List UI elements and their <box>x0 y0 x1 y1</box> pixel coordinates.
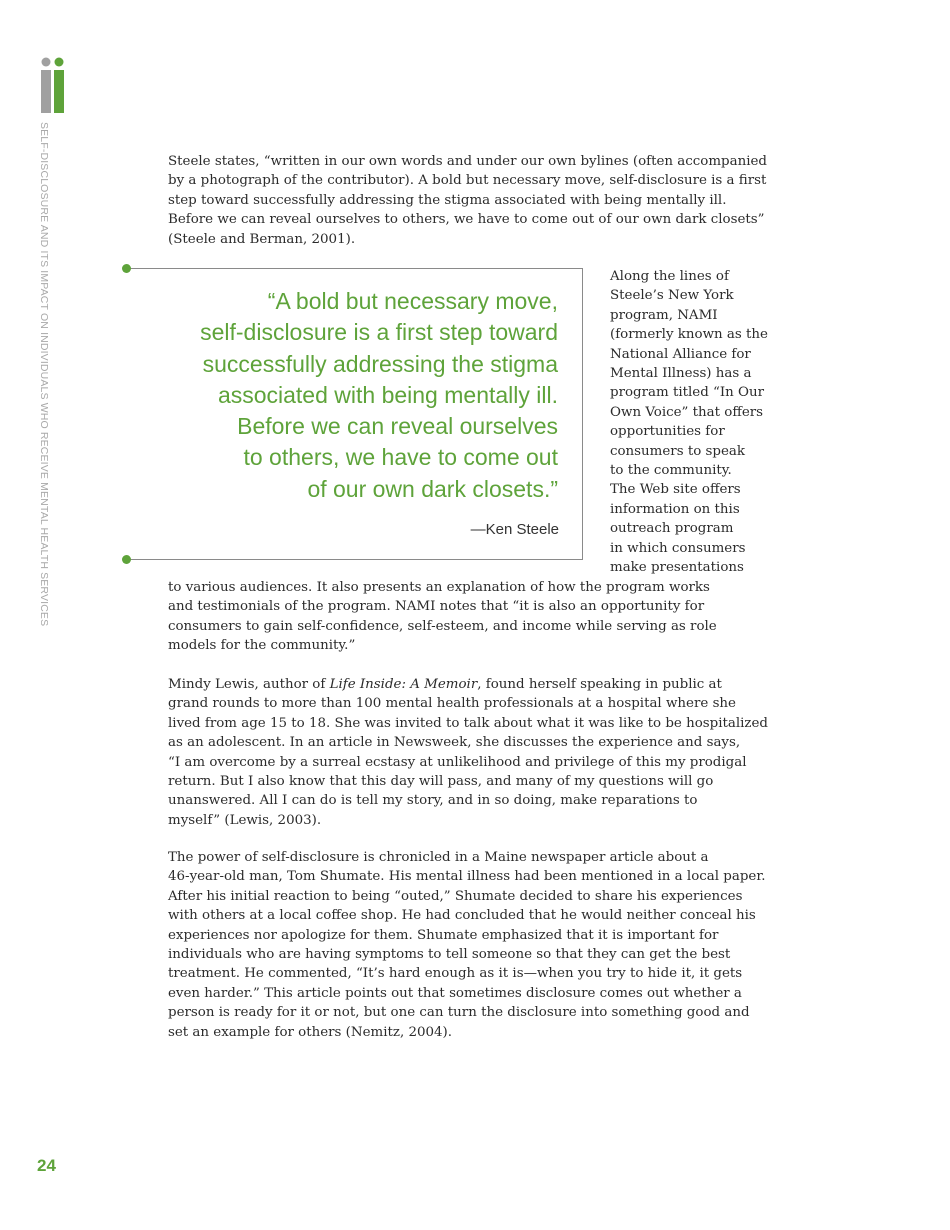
text-line: Steele states, “written in our own words and under our own bylines (often accompanied <box>168 154 767 169</box>
lewis-paragraph <box>168 675 784 830</box>
text-line: step toward successfully addressing the stigma associated with being mentally ill. <box>168 192 727 208</box>
quote-attribution: —Ken Steele <box>470 521 559 538</box>
pull-quote-right-rule <box>582 268 583 560</box>
text-line: individuals who are having symptoms to tell someone so that they can get the best <box>168 947 731 963</box>
quote-line: successfully addressing the stigma <box>202 350 558 377</box>
text-line: grand rounds to more than 100 mental health professionals at a hospital where she <box>168 696 736 712</box>
quote-line: self-disclosure is a first step toward <box>200 319 558 346</box>
text-line: models for the community.” <box>168 638 356 654</box>
text-line: outreach program <box>610 521 734 537</box>
text-line: even harder.” This article points out that sometimes disclosure comes out whether a <box>168 985 742 1001</box>
pull-quote-top-rule <box>127 268 582 269</box>
pull-quote-bottom-rule <box>127 559 582 560</box>
quote-line: Before we can reveal ourselves <box>237 413 558 440</box>
text-line: Mental Illness) has a <box>610 366 752 382</box>
text-line: program, NAMI <box>610 307 718 323</box>
text-line: (Steele and Berman, 2001). <box>168 231 356 247</box>
shumate-paragraph <box>168 848 784 1042</box>
running-title: SELF-DISCLOSURE AND ITS IMPACT ON INDIVIDUALS WHO RECEIVE MENTAL HEALTH SERVICES <box>38 122 50 627</box>
text-line: unanswered. All I can do is tell my story, and in so doing, make reparations to <box>168 793 698 809</box>
text-line: myself” (Lewis, 2003). <box>168 812 322 828</box>
text-line: lived from age 15 to 18. She was invited to talk about what it was like to be hospitalized <box>168 715 768 731</box>
two-person-figures-logo <box>38 57 66 113</box>
text-segment: Mindy Lewis, author of <box>168 677 330 692</box>
text-line: Steele’s New York <box>610 288 734 304</box>
text-line: (formerly known as the <box>610 327 768 343</box>
pull-quote <box>150 286 558 505</box>
text-line: with others at a local coffee shop. He had concluded that he would neither conceal his <box>168 908 756 924</box>
green-dot-icon <box>122 555 131 564</box>
text-line <box>168 675 784 694</box>
text-line: “I am overcome by a surreal ecstasy at unlikelihood and privilege of this my prodigal <box>168 754 747 770</box>
text-line: opportunities for <box>610 424 725 440</box>
green-dot-icon <box>122 264 131 273</box>
text-line: person is ready for it or not, but one can turn the disclosure into something good and <box>168 1005 750 1021</box>
page-number: 24 <box>37 1156 56 1175</box>
text-line: information on this <box>610 501 740 517</box>
text-line: make presentations <box>610 560 744 576</box>
text-line: program titled “In Our <box>610 385 765 401</box>
text-line: return. But I also know that this day will pass, and many of my questions will go <box>168 774 714 790</box>
text-line: National Alliance for <box>610 346 751 362</box>
book-title: Life Inside: A Memoir <box>329 677 478 692</box>
text-line: as an adolescent. In an article in Newsweek, she discusses the experience and says, <box>168 735 741 751</box>
text-line: After his initial reaction to being “outed,” Shumate decided to share his experiences <box>168 888 743 904</box>
text-line: Along the lines of <box>610 269 729 284</box>
text-line: and testimonials of the program. NAMI notes that “it is also an opportunity for <box>168 599 705 615</box>
text-line: The power of self-disclosure is chronicled in a Maine newspaper article about a <box>168 850 709 865</box>
text-line: consumers to speak <box>610 443 745 459</box>
text-line: to various audiences. It also presents an explanation of how the program works <box>168 580 710 595</box>
nami-paragraph-continued <box>168 578 784 656</box>
text-line: Own Voice” that offers <box>610 404 764 420</box>
text-line: The Web site offers <box>610 482 741 498</box>
text-line: experiences nor apologize for them. Shumate emphasized that it is important for <box>168 927 719 943</box>
text-line: 46-year-old man, Tom Shumate. His mental illness had been mentioned in a local paper. <box>168 869 766 885</box>
text-line: consumers to gain self-confidence, self-esteem, and income while serving as role <box>168 618 717 634</box>
text-segment: , found herself speaking in public at <box>477 677 722 692</box>
quote-line: of our own dark closets.” <box>307 475 558 502</box>
text-line: by a photograph of the contributor). A bold but necessary move, self-disclosure is a first <box>168 173 767 189</box>
intro-paragraph <box>168 152 784 249</box>
text-line: set an example for others (Nemitz, 2004). <box>168 1024 453 1040</box>
text-line: treatment. He commented, “It’s hard enough as it is—when you try to hide it, it gets <box>168 966 743 982</box>
quote-line: to others, we have to come out <box>243 444 558 471</box>
text-line: to the community. <box>610 463 732 479</box>
nami-side-column <box>610 267 790 578</box>
quote-line: associated with being mentally ill. <box>217 381 558 408</box>
text-line: Before we can reveal ourselves to others, we have to come out of our own dark closets” <box>168 212 765 228</box>
quote-line: “A bold but necessary move, <box>267 288 558 314</box>
text-line: in which consumers <box>610 540 746 556</box>
